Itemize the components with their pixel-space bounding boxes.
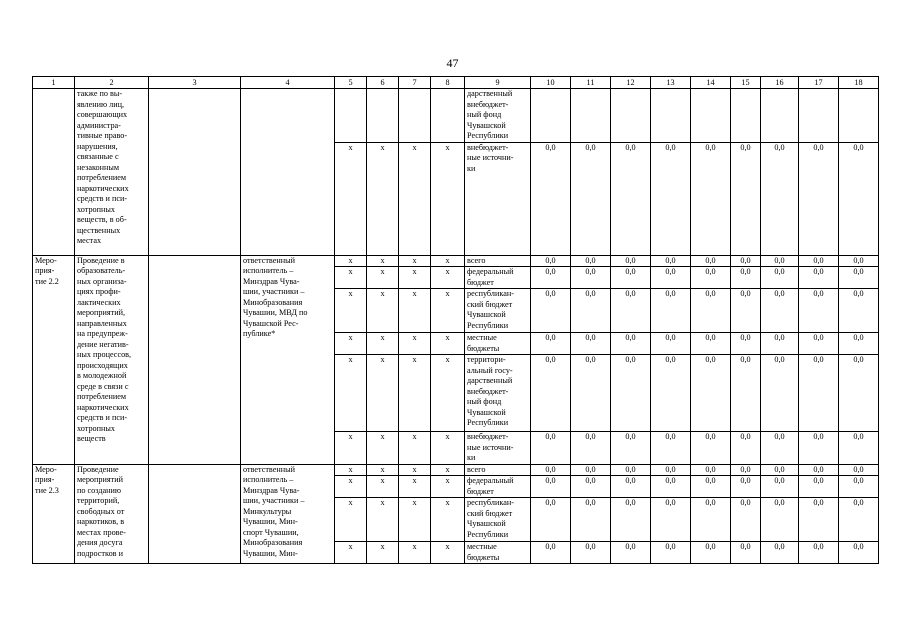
value-cell: 0,0 [731, 542, 761, 564]
value-cell: 0,0 [651, 464, 691, 476]
mark-cell: х [399, 498, 431, 542]
funding-source: федеральный бюджет [465, 476, 531, 498]
empty-cell [149, 464, 241, 564]
mark-cell: х [335, 498, 367, 542]
responsible-cell [241, 89, 335, 256]
funding-source: республикан- ский бюджет Чувашской Республики [465, 289, 531, 333]
mark-cell: х [367, 432, 399, 465]
value-cell: 0,0 [611, 255, 651, 267]
value-cell: 0,0 [761, 498, 799, 542]
column-number: 5 [335, 77, 367, 89]
activity-code: Меро- прия- тие 2.3 [33, 464, 75, 564]
funding-source: местные бюджеты [465, 542, 531, 564]
value-cell: 0,0 [531, 255, 571, 267]
column-number: 8 [431, 77, 465, 89]
value-cell: 0,0 [531, 289, 571, 333]
value-cell: 0,0 [839, 142, 879, 255]
mark-cell: х [431, 333, 465, 355]
column-number: 1 [33, 77, 75, 89]
mark-cell [399, 89, 431, 143]
mark-cell [431, 89, 465, 143]
funding-source: дарственный внебюджет- ный фонд Чувашской Республики [465, 89, 531, 143]
value-cell: 0,0 [571, 464, 611, 476]
value-cell: 0,0 [799, 255, 839, 267]
mark-cell: х [367, 498, 399, 542]
value-cell: 0,0 [571, 255, 611, 267]
value-cell: 0,0 [691, 267, 731, 289]
value-cell: 0,0 [691, 289, 731, 333]
value-cell: 0,0 [691, 142, 731, 255]
code-cell [33, 89, 75, 256]
funding-source: республикан- ский бюджет Чувашской Республики [465, 498, 531, 542]
mark-cell: х [367, 355, 399, 432]
column-number: 13 [651, 77, 691, 89]
value-cell: 0,0 [611, 432, 651, 465]
mark-cell: х [431, 464, 465, 476]
value-cell: 0,0 [571, 267, 611, 289]
mark-cell: х [399, 355, 431, 432]
value-cell: 0,0 [611, 267, 651, 289]
value-cell: 0,0 [531, 498, 571, 542]
empty-cell [149, 255, 241, 464]
value-cell: 0,0 [839, 464, 879, 476]
mark-cell: х [399, 289, 431, 333]
mark-cell: х [335, 542, 367, 564]
mark-cell: х [335, 267, 367, 289]
value-cell: 0,0 [839, 498, 879, 542]
value-cell [651, 89, 691, 143]
value-cell: 0,0 [531, 476, 571, 498]
value-cell: 0,0 [531, 267, 571, 289]
mark-cell: х [399, 333, 431, 355]
value-cell: 0,0 [799, 267, 839, 289]
mark-cell: х [367, 289, 399, 333]
value-cell: 0,0 [839, 267, 879, 289]
value-cell: 0,0 [691, 464, 731, 476]
value-cell: 0,0 [731, 432, 761, 465]
mark-cell: х [431, 432, 465, 465]
value-cell [839, 89, 879, 143]
value-cell: 0,0 [651, 498, 691, 542]
column-number: 17 [799, 77, 839, 89]
mark-cell: х [335, 464, 367, 476]
value-cell: 0,0 [731, 289, 761, 333]
funding-source: всего [465, 464, 531, 476]
value-cell: 0,0 [611, 464, 651, 476]
column-number: 16 [761, 77, 799, 89]
column-number: 18 [839, 77, 879, 89]
value-cell: 0,0 [691, 432, 731, 465]
responsible-executor: ответственный исполнитель – Минздрав Чува- шии, участники – Минкультуры Чувашии, Мин- спорт Чувашии, Минобразования Чувашии, Мин- [241, 464, 335, 564]
mark-cell: х [431, 476, 465, 498]
column-number: 6 [367, 77, 399, 89]
value-cell [531, 89, 571, 143]
column-number: 10 [531, 77, 571, 89]
value-cell: 0,0 [611, 355, 651, 432]
value-cell: 0,0 [761, 355, 799, 432]
value-cell: 0,0 [839, 432, 879, 465]
mark-cell: х [431, 142, 465, 255]
value-cell: 0,0 [611, 289, 651, 333]
value-cell: 0,0 [761, 432, 799, 465]
value-cell: 0,0 [799, 289, 839, 333]
column-number: 14 [691, 77, 731, 89]
value-cell: 0,0 [571, 333, 611, 355]
value-cell: 0,0 [799, 355, 839, 432]
value-cell: 0,0 [731, 355, 761, 432]
value-cell: 0,0 [651, 432, 691, 465]
value-cell: 0,0 [611, 333, 651, 355]
mark-cell: х [431, 355, 465, 432]
value-cell: 0,0 [799, 464, 839, 476]
mark-cell: х [367, 476, 399, 498]
value-cell: 0,0 [651, 476, 691, 498]
mark-cell: х [335, 255, 367, 267]
value-cell: 0,0 [691, 255, 731, 267]
activity-description: Проведение мероприятий по созданию территорий, свободных от наркотиков, в местах прове- дения досуга подростков и [75, 464, 149, 564]
value-cell: 0,0 [761, 542, 799, 564]
value-cell: 0,0 [571, 355, 611, 432]
value-cell: 0,0 [571, 542, 611, 564]
program-table [32, 76, 879, 564]
value-cell: 0,0 [611, 476, 651, 498]
mark-cell: х [367, 333, 399, 355]
mark-cell: х [367, 255, 399, 267]
value-cell: 0,0 [691, 498, 731, 542]
value-cell: 0,0 [691, 333, 731, 355]
value-cell: 0,0 [761, 255, 799, 267]
responsible-executor: ответственный исполнитель – Минздрав Чува- шии, участники – Минобразования Чувашии, МВД по Чувашской Рес- публике* [241, 255, 335, 464]
column-number: 4 [241, 77, 335, 89]
value-cell [731, 89, 761, 143]
value-cell: 0,0 [531, 333, 571, 355]
value-cell: 0,0 [731, 255, 761, 267]
value-cell: 0,0 [731, 498, 761, 542]
value-cell: 0,0 [571, 289, 611, 333]
empty-cell [149, 89, 241, 256]
mark-cell: х [431, 498, 465, 542]
value-cell: 0,0 [611, 542, 651, 564]
value-cell: 0,0 [531, 432, 571, 465]
activity-description: также по вы- явлению лиц, совершающих администра- тивные право- нарушения, связанные с незаконным потреблением наркотических средств и пси- хотропных веществ, в об- щественных местах [75, 89, 149, 256]
mark-cell: х [431, 289, 465, 333]
value-cell: 0,0 [691, 476, 731, 498]
mark-cell: х [431, 267, 465, 289]
value-cell: 0,0 [531, 355, 571, 432]
mark-cell: х [367, 267, 399, 289]
funding-source: всего [465, 255, 531, 267]
funding-source: внебюджет- ные источни- ки [465, 142, 531, 255]
mark-cell: х [431, 255, 465, 267]
mark-cell: х [399, 464, 431, 476]
value-cell: 0,0 [731, 464, 761, 476]
column-number: 9 [465, 77, 531, 89]
value-cell: 0,0 [839, 289, 879, 333]
mark-cell: х [399, 542, 431, 564]
value-cell: 0,0 [611, 498, 651, 542]
value-cell: 0,0 [571, 432, 611, 465]
value-cell: 0,0 [531, 464, 571, 476]
table-row [33, 89, 879, 143]
value-cell: 0,0 [731, 142, 761, 255]
funding-source: местные бюджеты [465, 333, 531, 355]
value-cell: 0,0 [761, 464, 799, 476]
value-cell: 0,0 [651, 267, 691, 289]
value-cell: 0,0 [761, 289, 799, 333]
column-number: 7 [399, 77, 431, 89]
value-cell: 0,0 [839, 333, 879, 355]
value-cell: 0,0 [799, 142, 839, 255]
funding-source: территори- альный госу- дарственный внебюджет- ный фонд Чувашской Республики [465, 355, 531, 432]
value-cell [571, 89, 611, 143]
value-cell: 0,0 [531, 542, 571, 564]
value-cell: 0,0 [651, 542, 691, 564]
value-cell [761, 89, 799, 143]
column-number: 15 [731, 77, 761, 89]
mark-cell [335, 89, 367, 143]
mark-cell: х [399, 255, 431, 267]
value-cell: 0,0 [761, 333, 799, 355]
mark-cell: х [335, 289, 367, 333]
mark-cell: х [335, 142, 367, 255]
value-cell: 0,0 [761, 142, 799, 255]
mark-cell: х [367, 542, 399, 564]
value-cell: 0,0 [571, 142, 611, 255]
value-cell: 0,0 [571, 498, 611, 542]
value-cell: 0,0 [799, 432, 839, 465]
value-cell: 0,0 [651, 289, 691, 333]
mark-cell: х [367, 142, 399, 255]
value-cell: 0,0 [731, 476, 761, 498]
mark-cell: х [335, 476, 367, 498]
table-row [33, 255, 879, 267]
value-cell [799, 89, 839, 143]
funding-source: федеральный бюджет [465, 267, 531, 289]
page-number: 47 [446, 56, 459, 70]
mark-cell: х [399, 142, 431, 255]
value-cell: 0,0 [731, 267, 761, 289]
value-cell [611, 89, 651, 143]
value-cell: 0,0 [799, 333, 839, 355]
value-cell: 0,0 [839, 542, 879, 564]
mark-cell: х [335, 432, 367, 465]
funding-source: внебюджет- ные источни- ки [465, 432, 531, 465]
value-cell: 0,0 [799, 476, 839, 498]
column-number: 11 [571, 77, 611, 89]
activity-code: Меро- прия- тие 2.2 [33, 255, 75, 464]
mark-cell: х [335, 333, 367, 355]
mark-cell: х [367, 464, 399, 476]
value-cell: 0,0 [531, 142, 571, 255]
value-cell: 0,0 [839, 476, 879, 498]
value-cell [691, 89, 731, 143]
value-cell: 0,0 [651, 333, 691, 355]
value-cell: 0,0 [691, 542, 731, 564]
column-number: 3 [149, 77, 241, 89]
value-cell: 0,0 [799, 542, 839, 564]
value-cell: 0,0 [651, 355, 691, 432]
value-cell: 0,0 [611, 142, 651, 255]
mark-cell: х [399, 267, 431, 289]
value-cell: 0,0 [839, 255, 879, 267]
value-cell: 0,0 [651, 255, 691, 267]
value-cell: 0,0 [799, 498, 839, 542]
mark-cell: х [431, 542, 465, 564]
value-cell: 0,0 [731, 333, 761, 355]
value-cell: 0,0 [651, 142, 691, 255]
value-cell: 0,0 [691, 355, 731, 432]
column-number: 12 [611, 77, 651, 89]
mark-cell: х [399, 432, 431, 465]
column-number: 2 [75, 77, 149, 89]
value-cell: 0,0 [761, 267, 799, 289]
value-cell: 0,0 [571, 476, 611, 498]
activity-description: Проведение в образователь- ных организа- циях профи- лактических мероприятий, направленных на предупреж- дение негатив- ных процессов, происходящих в молодежной среде в связи с потреблением наркотических средств и пси- хотропных веществ [75, 255, 149, 464]
mark-cell: х [335, 355, 367, 432]
column-number-row [33, 77, 879, 89]
value-cell: 0,0 [761, 476, 799, 498]
value-cell: 0,0 [839, 355, 879, 432]
mark-cell: х [399, 476, 431, 498]
table-row [33, 464, 879, 476]
mark-cell [367, 89, 399, 143]
